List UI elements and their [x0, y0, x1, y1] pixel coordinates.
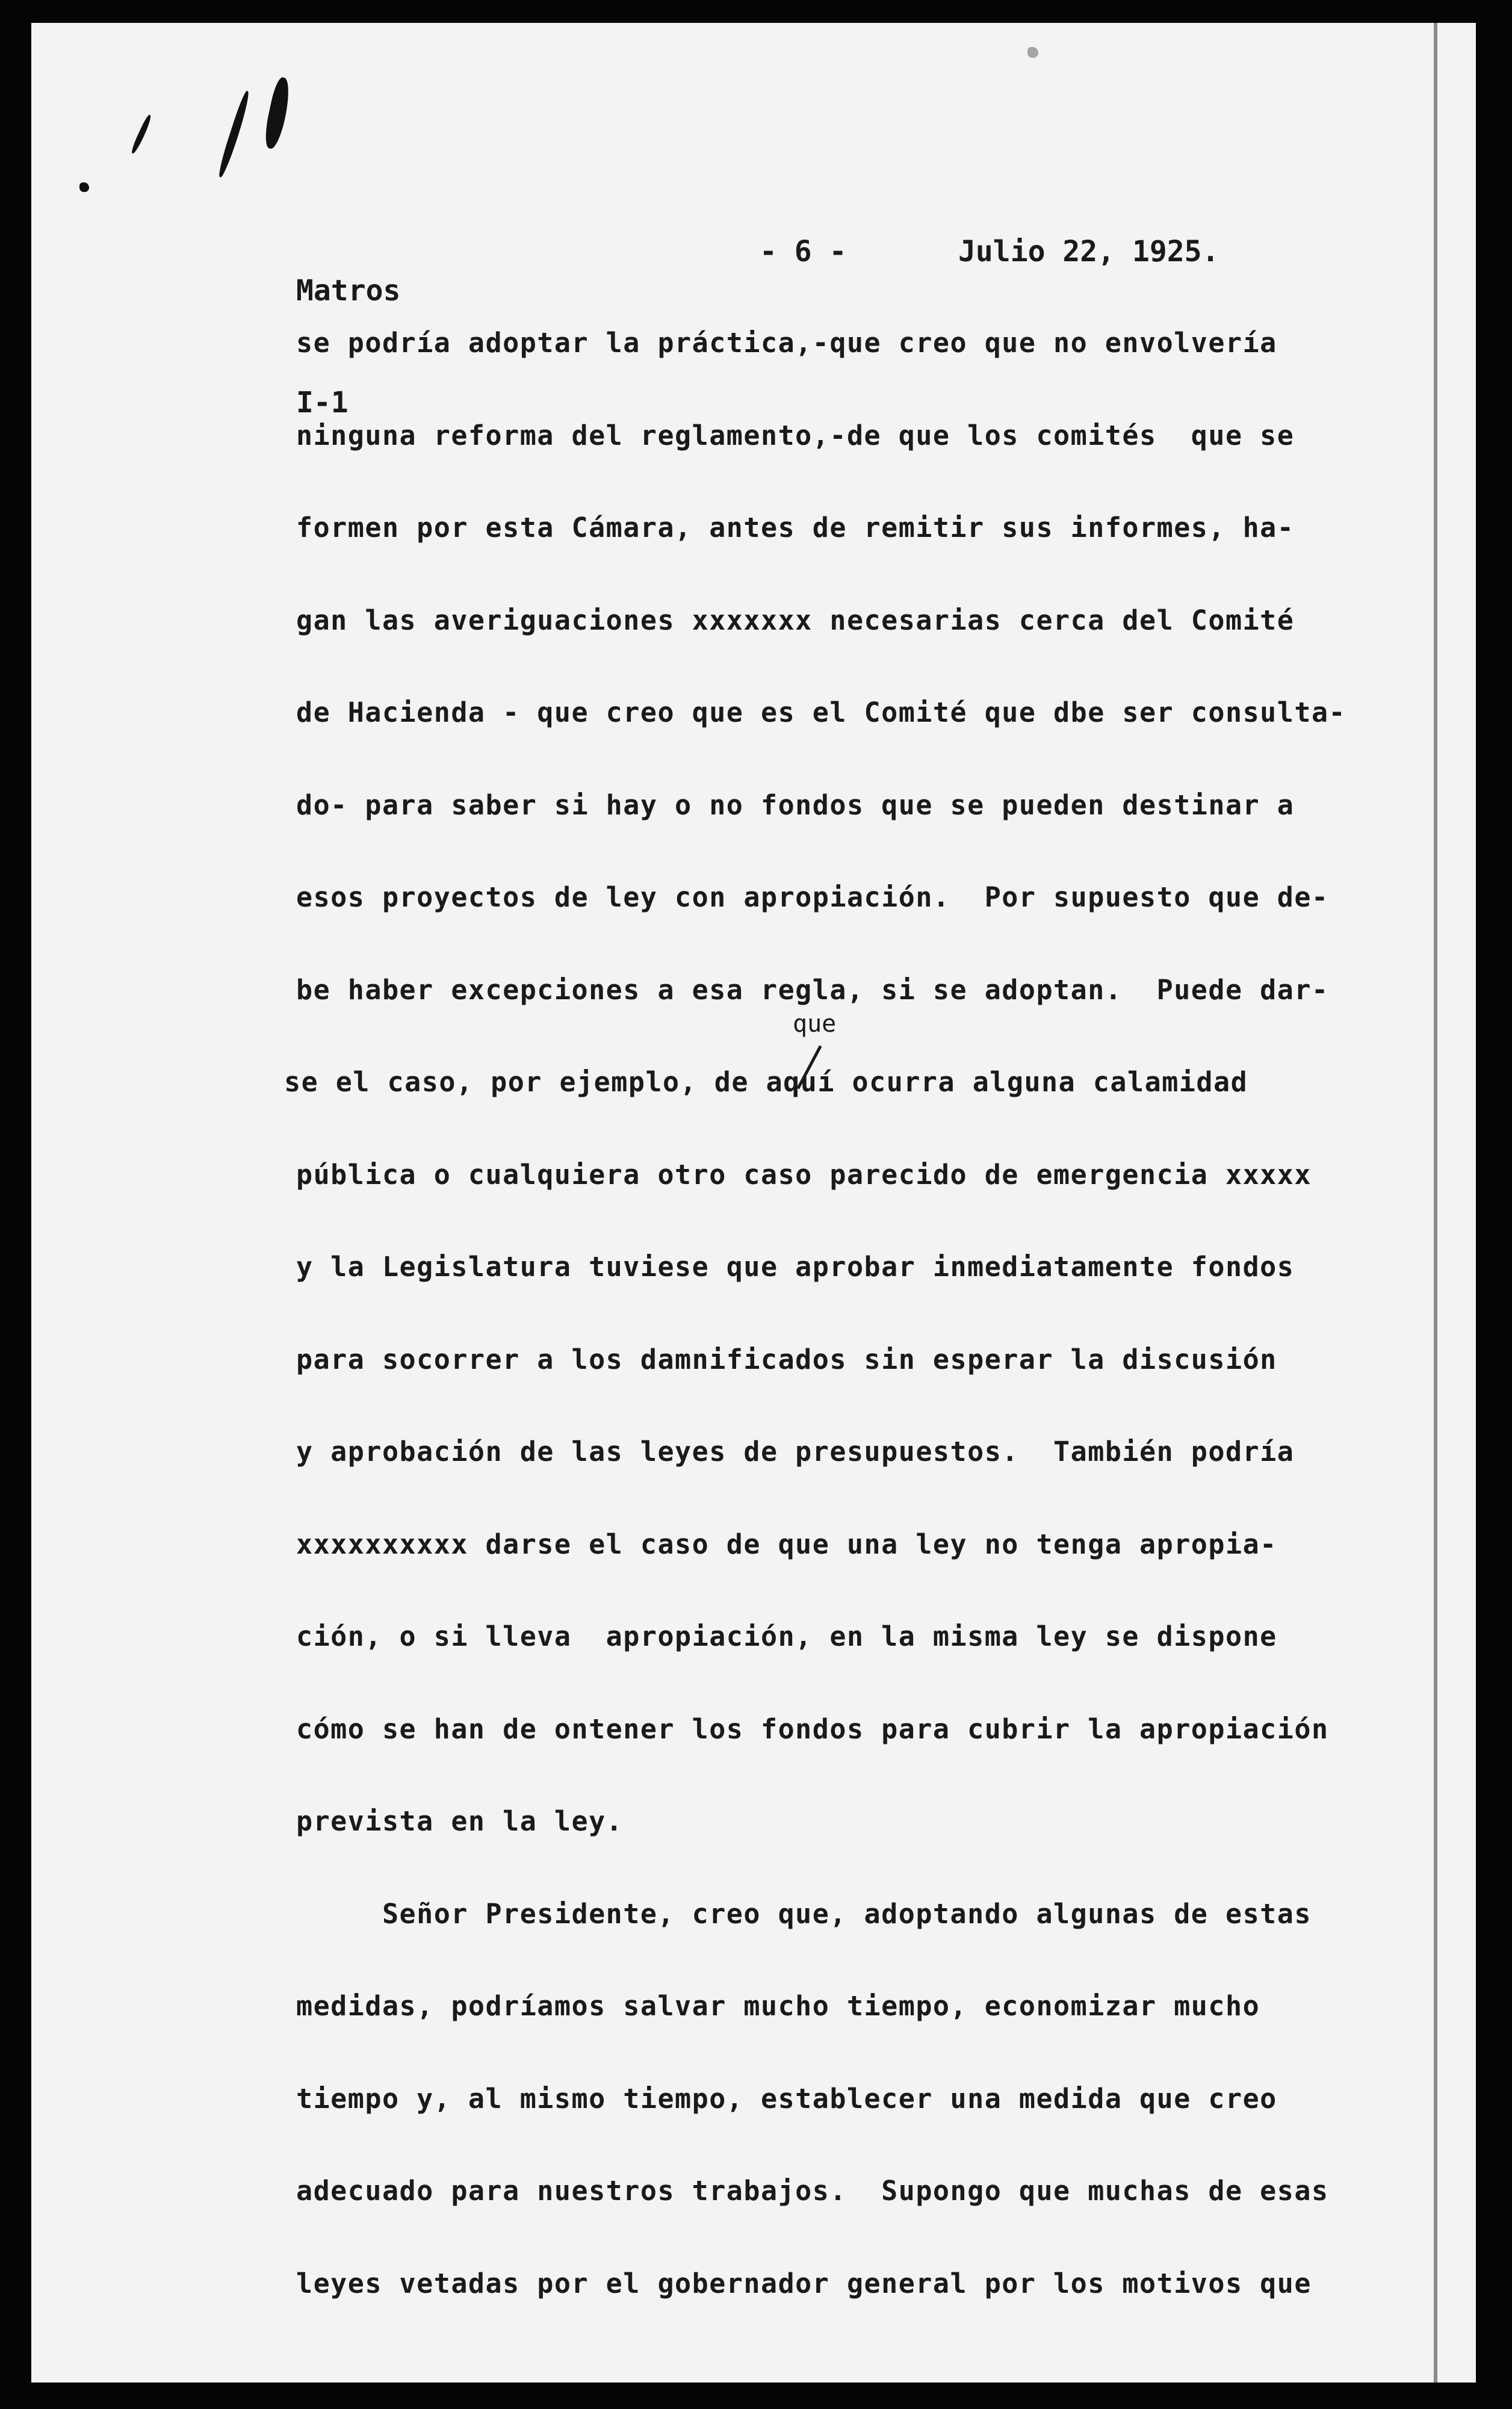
- text-line: adecuado para nuestros trabajos. Supongo que muchas de esas: [296, 2175, 1329, 2207]
- text-line: se podría adoptar la práctica,-que creo que no envolvería: [296, 327, 1277, 359]
- text-line: medidas, podríamos salvar mucho tiempo, economizar mucho: [296, 1990, 1260, 2022]
- text-line: ninguna reforma del reglamento,-de que los comités que se: [296, 419, 1295, 451]
- text-line: do- para saber si hay o no fondos que se pueden destinar a: [296, 789, 1295, 821]
- text-line: cómo se han de ontener los fondos para cubrir la apropiación: [296, 1713, 1329, 1745]
- operator-name: Matros: [296, 274, 401, 308]
- ink-mark: [130, 114, 153, 155]
- text-line: de Hacienda - que creo que es el Comité que dbe ser consulta-: [296, 696, 1346, 728]
- handwritten-insertion: que: [793, 1010, 837, 1038]
- ink-mark: [79, 182, 89, 192]
- ink-mark: [216, 90, 252, 179]
- page-number: - 6 -: [760, 235, 847, 268]
- ink-mark: [262, 76, 293, 150]
- document-page: [31, 23, 1476, 2383]
- text-line: xxxxxxxxxx darse el caso de que una ley no tenga apropia-: [296, 1528, 1277, 1560]
- text-line: para socorrer a los damnificados sin esperar la discusión: [296, 1343, 1277, 1375]
- film-edge: [1434, 23, 1437, 2383]
- page-code: I-1: [296, 386, 349, 420]
- text-line: y la Legislatura tuviese que aprobar inmediatamente fondos: [296, 1251, 1295, 1283]
- document-date: Julio 22, 1925.: [958, 235, 1219, 268]
- text-line: leyes vetadas por el gobernador general por los motivos que: [296, 2267, 1312, 2299]
- text-line: Señor Presidente, creo que, adoptando algunas de estas: [296, 1897, 1312, 1930]
- text-line: tiempo y, al mismo tiempo, establecer una medida que creo: [296, 2082, 1277, 2115]
- text-line: prevista en la ley.: [296, 1805, 624, 1837]
- ink-mark: [1027, 47, 1038, 58]
- text-line: be haber excepciones a esa regla, si se adoptan. Puede dar-: [296, 973, 1329, 1006]
- text-line: ción, o si lleva apropiación, en la misma ley se dispone: [296, 1620, 1277, 1652]
- text-line: y aprobación de las leyes de presupuestos. También podría: [296, 1436, 1295, 1468]
- text-line: formen por esta Cámara, antes de remitir sus informes, ha-: [296, 512, 1295, 544]
- text-line: se el caso, por ejemplo, de aquí ocurra alguna calamidad: [284, 1066, 1248, 1098]
- text-line: esos proyectos de ley con apropiación. Por supuesto que de-: [296, 881, 1329, 913]
- text-line: gan las averiguaciones xxxxxxx necesarias cerca del Comité: [296, 604, 1295, 636]
- text-line: pública o cualquiera otro caso parecido de emergencia xxxxx: [296, 1158, 1312, 1191]
